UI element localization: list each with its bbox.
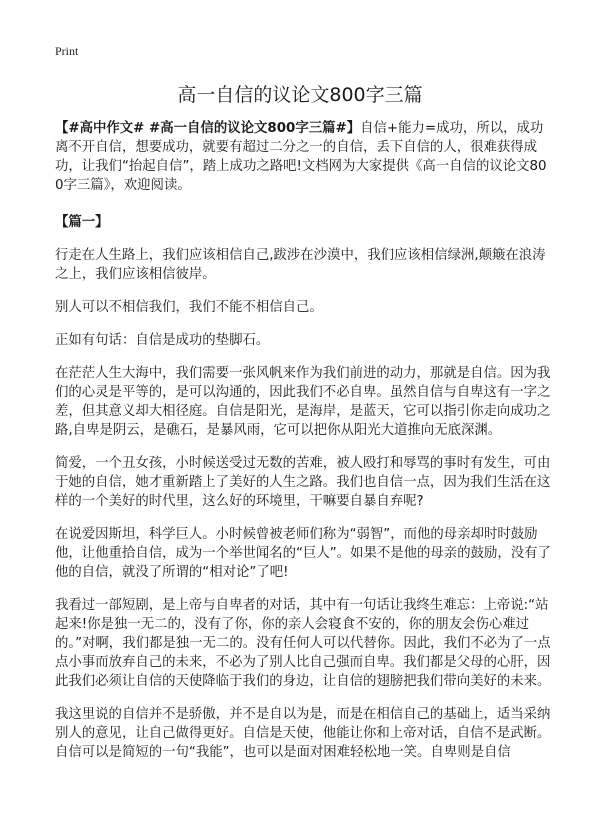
intro-tag: 【#高中作文# #高一自信的议论文800字三篇#】 (55, 121, 361, 136)
paragraph-6: 在说爱因斯坦，科学巨人。小时候曾被老师们称为“弱智”，而他的母亲却时时鼓励他，让他重拾自信，成为一个举世闻名的“巨人”。如果不是他的母亲的鼓励，没有了他的自信，就没了所谓的“相对论”了吧! (55, 527, 551, 580)
paragraph-4: 在茫茫人生大海中，我们需要一张风帆来作为我们前进的动力，那就是自信。因为我们的心灵是平等的，是可以沟通的，因此我们不必自卑。虽然自信与自卑这有一字之差，但其意义却大相径庭。自信是阳光，是海岸，是蓝天，它可以指引你走向成功之路,自卑是阴云，是礁石，是暴风雨，它可以把你从阳光大道推向无底深渊。 (55, 366, 551, 438)
article-body (55, 119, 552, 776)
intro-text: 自信+能力=成功，所以，成功离不开自信，想要成功，就要有超过二分之一的自信，丢下自信的人，很难获得成功，让我们“抬起自信”，踏上成功之路吧!文档网为大家提供《高一自信的议论文800字三篇》，欢迎阅读。 (55, 121, 547, 193)
paragraph-1: 行走在人生路上，我们应该相信自己,跋涉在沙漠中，我们应该相信绿洲,颠簸在浪涛之上，我们应该相信彼岸。 (55, 248, 546, 282)
paragraph-8: 我这里说的自信并不是骄傲，并不是自以为是，而是在相信自己的基础上，适当采纳别人的意见，让自己做得更好。自信是天使，他能让你和上帝对话，自信不是武断。自信可以是简短的一句“我能”，也可以是面对困难轻松地一笑。自卑则是自信 (55, 707, 551, 760)
page-title: 高一自信的议论文800字三篇 (177, 84, 423, 106)
paragraph-7: 我看过一部短剧，是上帝与自卑者的对话，其中有一句话让我终生难忘：上帝说:“站起来!你是独一无二的，没有了你，你的亲人会寝食不安的，你的朋友会伤心难过的。”对啊，我们都是独一无二的。没有任何人可以代替你。因此，我们不必为了一点点小事而放弃自己的未来，不必为了别人比自己强而自卑。我们都是父母的心肝，因此我们必须让自信的天使降临于我们的身边，让自信的翅膀把我们带向美好的未来。 (55, 598, 551, 689)
section-heading: 【篇一】 (55, 215, 109, 230)
intro-paragraph (55, 119, 552, 195)
paragraph-5: 简爱，一个丑女孩，小时候送受过无数的苦难，被人殴打和辱骂的事时有发生，可由于她的自信，她才重新踏上了美好的人生之路。我们也自信一点，因为我们生活在这样的一个美好的时代里，这么好的环境里，干嘛要自暴自弃呢? (55, 456, 551, 509)
print-link[interactable]: Print (55, 44, 79, 58)
paragraph-2: 别人可以不相信我们，我们不能不相信自己。 (55, 300, 323, 315)
paragraph-3: 正如有句话：自信是成功的垫脚石。 (55, 333, 270, 348)
